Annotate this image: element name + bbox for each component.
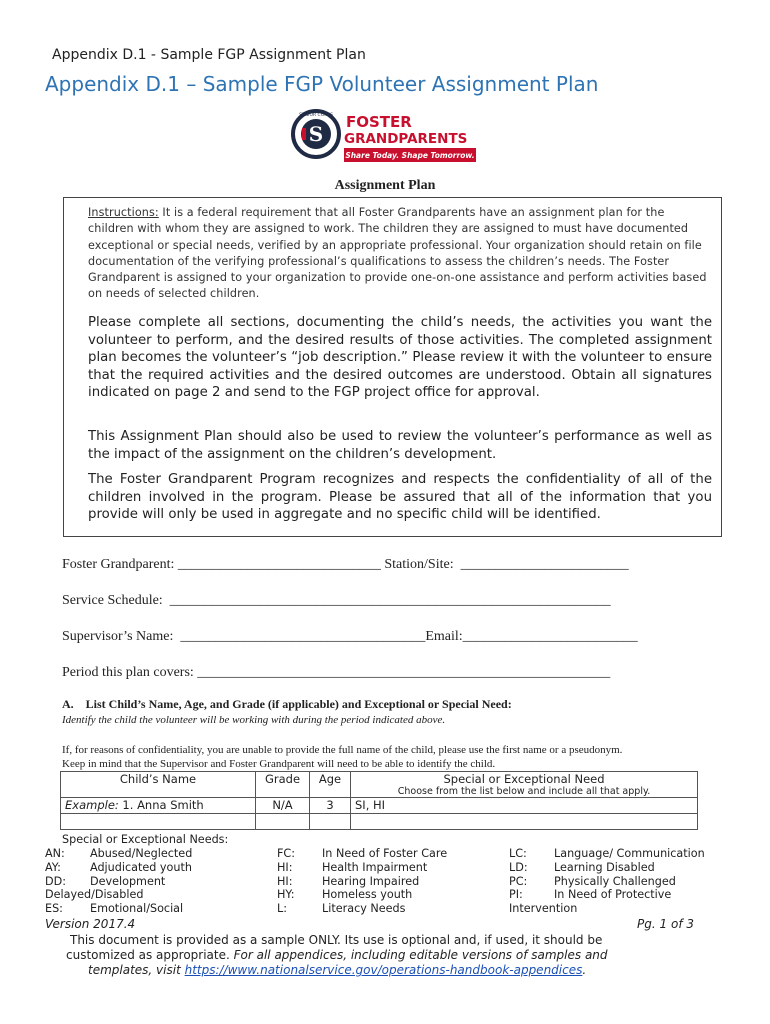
legend-item: HI: Hearing Impaired — [277, 874, 420, 888]
svg-text:S: S — [308, 122, 324, 146]
header-small-title: Appendix D.1 - Sample FGP Assignment Plan — [52, 47, 366, 63]
needs-legend-col3 — [509, 847, 749, 916]
empty-cell[interactable] — [310, 814, 351, 830]
footer-line2b: For all appendices, including editable versions of samples and — [233, 948, 608, 962]
table-row — [61, 814, 698, 830]
legend-item: HI: Health Impairment — [277, 860, 428, 874]
empty-cell[interactable] — [256, 814, 310, 830]
legend-item: PI: In Need of Protective — [509, 888, 672, 902]
period-covers-line[interactable]: Period this plan covers: ___________________________________________________________ — [62, 665, 611, 680]
footer-line2a: customized as appropriate. — [66, 948, 234, 962]
children-table — [60, 771, 698, 830]
example-need-cell[interactable]: SI, HI — [351, 798, 698, 814]
header-big-title: Appendix D.1 – Sample FGP Volunteer Assignment Plan — [45, 72, 599, 96]
header-special-need — [351, 772, 698, 798]
legend-item: HY: Homeless youth — [277, 888, 413, 902]
appendices-link[interactable]: https://www.nationalservice.gov/operations-handbook-appendices — [184, 963, 583, 977]
section-a-note1: If, for reasons of confidentiality, you are unable to provide the full name of the child, please use the first name or a pseudonym. — [62, 744, 623, 756]
logo-line1: FOSTER — [346, 113, 412, 131]
foster-grandparents-logo — [290, 108, 480, 168]
example-age-cell[interactable]: 3 — [310, 798, 351, 814]
logo-tagline: Share Today. Shape Tomorrow. — [345, 151, 475, 160]
legend-item: FC: In Need of Foster Care — [277, 847, 448, 860]
legend-item: LD: Learning Disabled — [509, 860, 655, 874]
section-a-heading: List Child’s Name, Age, and Grade (if applicable) and Exceptional or Special Need: — [85, 697, 512, 711]
foster-grandparent-station-line[interactable]: Foster Grandparent: _____________________________ Station/Site: ________________________ — [62, 557, 629, 572]
instructions-body: It is a federal requirement that all Foster Grandparents have an assignment plan for the children with whom they are assigned to work. The children they are assigned to must have documented exceptional or special needs, verified by an appropriate professional. Your organization should retain on file documentation of the verifying professional’s qualifications to assess the children’s needs. The Foster Grandparent is assigned to your organization to provide one-on-one assistance and perform activities based on needs of selected children. — [88, 206, 707, 301]
table-header-row — [61, 772, 698, 798]
logo-seal-text: SENIOR CORPS — [299, 113, 333, 118]
footer-line2 — [66, 948, 608, 962]
logo-graphic — [290, 108, 480, 168]
instructions-para2: This Assignment Plan should also be used to review the volunteer’s performance as well as the impact of the assignment on the children’s development. — [88, 429, 712, 462]
logo-line2: GRANDPARENTS — [344, 131, 468, 147]
example-name-cell[interactable] — [61, 798, 256, 814]
header-special-need-label: Special or Exceptional Need — [443, 772, 605, 786]
legend-item: ES: Emotional/Social — [45, 902, 184, 916]
example-name: 1. Anna Smith — [118, 798, 204, 812]
needs-legend-title: Special or Exceptional Needs: — [62, 833, 229, 846]
legend-item: LC: Language/ Communication — [509, 847, 705, 860]
needs-legend-col1 — [45, 847, 245, 916]
example-grade-cell[interactable]: N/A — [256, 798, 310, 814]
legend-item-continued: Delayed/Disabled — [45, 888, 144, 902]
footer-version: Version 2017.4 — [45, 917, 136, 931]
header-need-hint: Choose from the list below and include all that apply. — [397, 786, 651, 797]
header-grade: Grade — [256, 772, 310, 798]
example-label: Example: — [65, 798, 119, 812]
empty-cell[interactable] — [351, 814, 698, 830]
instructions-para3: The Foster Grandparent Program recognizes and respects the confidentiality of all of the children involved in the program. Please be assured that all of the information that you provide will only be used in aggregate and no specific child will be identified. — [88, 472, 712, 523]
plan-title: Assignment Plan — [334, 178, 436, 193]
section-a-letter: A. — [62, 697, 74, 711]
footer-page-number: Pg. 1 of 3 — [637, 917, 694, 931]
legend-item: AN: Abused/Neglected — [45, 847, 193, 860]
table-row — [61, 798, 698, 814]
instructions-para1: Please complete all sections, documenting the child’s needs, the activities you want the volunteer to perform, and the desired results of those activities. The completed assignment plan becomes the volunteer’s “job description.” Please review it with the volunteer to ensure that the required activities and the desired outcomes are understood. Obtain all signatures indicated on page 2 and send to the FGP project office for approval. — [88, 315, 712, 401]
legend-item: AY: Adjudicated youth — [45, 860, 192, 874]
header-age: Age — [310, 772, 351, 798]
instructions-label: Instructions: — [88, 206, 159, 219]
legend-item-continued: Intervention — [509, 902, 578, 916]
supervisor-email-line[interactable]: Supervisor’s Name: ___________________________________Email:_________________________ — [62, 629, 638, 644]
footer-line3 — [88, 963, 586, 977]
section-a-note2: Keep in mind that the Supervisor and Foster Grandparent will need to be able to identify the child. — [62, 758, 496, 770]
needs-legend-col2 — [277, 847, 497, 916]
instructions-text — [88, 205, 708, 303]
section-a-subtitle: Identify the child the volunteer will be working with during the period indicated above. — [62, 714, 446, 726]
header-childs-name: Child’s Name — [61, 772, 256, 798]
footer-line3b: . — [582, 963, 587, 977]
legend-item: L: Literacy Needs — [277, 902, 406, 916]
empty-cell[interactable] — [61, 814, 256, 830]
service-schedule-line[interactable]: Service Schedule: _______________________________________________________________ — [62, 593, 611, 608]
legend-item: PC: Physically Challenged — [509, 874, 676, 888]
footer-line1: This document is provided as a sample ONLY. Its use is optional and, if used, it should be — [70, 933, 603, 947]
section-a-title — [62, 697, 512, 712]
footer-line3a: templates, visit — [88, 963, 185, 977]
legend-item: DD: Development — [45, 874, 166, 888]
